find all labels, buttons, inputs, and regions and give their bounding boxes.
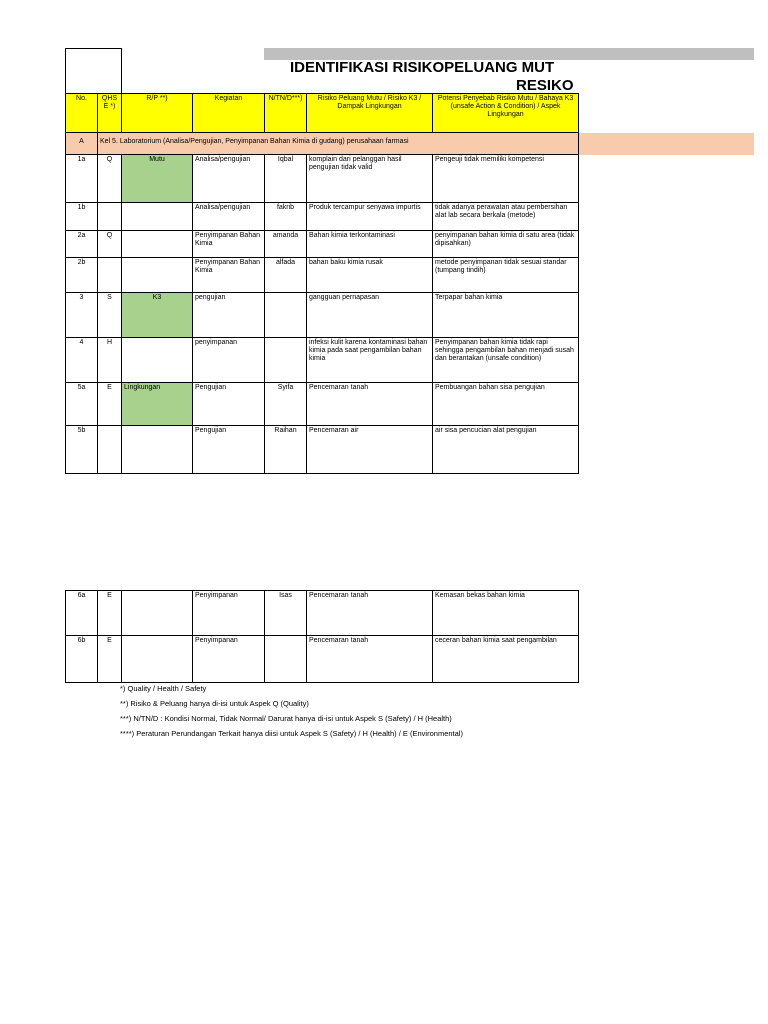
table-row — [66, 203, 579, 231]
row-no: 6b — [66, 636, 98, 683]
note-1: *) Quality / Health / Safety — [120, 684, 207, 693]
section-title: Kel 5. Laboratorium (Analisa/Pengujian, Penyimpanan Bahan Kimia di gudang) perusahaan farmasi — [98, 133, 579, 155]
row-penyebab: ceceran bahan kimia saat pengambilan — [433, 636, 579, 683]
row-risiko: Pencemaran tanah — [307, 636, 433, 683]
row-qhse: E — [98, 636, 122, 683]
row-risiko: komplain dari pelanggan hasil pengujian tidak valid — [307, 155, 433, 203]
note-3: ***) N/TN/D : Kondisi Normal, Tidak Normal/ Darurat hanya di-isi untuk Aspek S (Safety) / H (Health) — [120, 714, 452, 723]
row-penyebab: Terpapar bahan kimia — [433, 293, 579, 338]
row-rp: Lingkungan — [122, 383, 193, 426]
row-penyebab: air sisa pencucian alat pengujian — [433, 426, 579, 474]
section-code: A — [66, 133, 98, 155]
row-qhse — [98, 203, 122, 231]
risk-table-continued — [65, 590, 579, 683]
section-row-extension — [578, 133, 754, 155]
row-kegiatan: penyimpanan — [193, 338, 265, 383]
row-kegiatan: Penyimpanan — [193, 636, 265, 683]
col-header-kegiatan: Kegiatan — [193, 94, 265, 133]
title-logo-cell — [66, 49, 122, 94]
row-ntnd: amanda — [265, 231, 307, 258]
row-risiko: gangguan pernapasan — [307, 293, 433, 338]
row-risiko: Pencemaran air — [307, 426, 433, 474]
row-kegiatan: Analisa/pengujian — [193, 155, 265, 203]
row-no: 4 — [66, 338, 98, 383]
row-kegiatan: Analisa/pengujian — [193, 203, 265, 231]
row-risiko: Bahan kimia terkontaminasi — [307, 231, 433, 258]
row-risiko: Pencemaran tanah — [307, 591, 433, 636]
row-qhse: Q — [98, 155, 122, 203]
row-penyebab: Penyimpanan bahan kimia tidak rapi sehingga pengambilan bahan menjadi susah dan berantakan (unsafe condition) — [433, 338, 579, 383]
table-row — [66, 155, 579, 203]
row-qhse: H — [98, 338, 122, 383]
row-no: 5b — [66, 426, 98, 474]
col-header-ntnd: N/TN/D***) — [265, 94, 307, 133]
table-row — [66, 338, 579, 383]
note-4: ****) Peraturan Perundangan Terkait hanya diisi untuk Aspek S (Safety) / H (Health) / E (Environmental) — [120, 729, 463, 738]
row-qhse: Q — [98, 231, 122, 258]
row-qhse — [98, 426, 122, 474]
table-row — [66, 591, 579, 636]
row-ntnd — [265, 293, 307, 338]
row-rp — [122, 231, 193, 258]
row-penyebab: Pembuangan bahan sisa pengujian — [433, 383, 579, 426]
row-kegiatan: Penyimpanan — [193, 591, 265, 636]
row-qhse: S — [98, 293, 122, 338]
row-penyebab: Kemasan bekas bahan kimia — [433, 591, 579, 636]
table-row — [66, 426, 579, 474]
row-kegiatan: Pengujian — [193, 426, 265, 474]
row-rp — [122, 636, 193, 683]
row-kegiatan: Pengujian — [193, 383, 265, 426]
row-ntnd: Iqbal — [265, 155, 307, 203]
col-header-risiko: Risiko Peluang Mutu / Risiko K3 / Dampak Lingkungan — [307, 94, 433, 133]
row-ntnd: Isas — [265, 591, 307, 636]
row-rp — [122, 591, 193, 636]
row-rp: Mutu — [122, 155, 193, 203]
row-penyebab: Pengeuji tidak memiliki kompetensi — [433, 155, 579, 203]
row-no: 1b — [66, 203, 98, 231]
row-risiko: Pencemaran tanah — [307, 383, 433, 426]
row-risiko: infeksi kulit karena kontaminasi bahan kimia pada saat pengambilan bahan kimia — [307, 338, 433, 383]
table-row — [66, 231, 579, 258]
row-ntnd — [265, 636, 307, 683]
row-no: 6a — [66, 591, 98, 636]
row-ntnd: Raihan — [265, 426, 307, 474]
document-subtitle: RESIKO — [516, 77, 574, 94]
row-rp — [122, 338, 193, 383]
row-rp: K3 — [122, 293, 193, 338]
risk-table — [65, 48, 579, 474]
row-qhse: E — [98, 383, 122, 426]
note-2: **) Risiko & Peluang hanya di-isi untuk Aspek Q (Quality) — [120, 699, 309, 708]
row-no: 2b — [66, 258, 98, 293]
row-no: 2a — [66, 231, 98, 258]
row-no: 1a — [66, 155, 98, 203]
row-risiko: Produk tercampur senyawa impurtis — [307, 203, 433, 231]
row-no: 5a — [66, 383, 98, 426]
row-ntnd: Syifa — [265, 383, 307, 426]
row-risiko: bahan baku kimia rusak — [307, 258, 433, 293]
row-kegiatan: Penyimpanan Bahan Kimia — [193, 231, 265, 258]
row-kegiatan: Penyimpanan Bahan Kimia — [193, 258, 265, 293]
table-row — [66, 293, 579, 338]
row-qhse: E — [98, 591, 122, 636]
row-ntnd: alfada — [265, 258, 307, 293]
row-kegiatan: pengujian — [193, 293, 265, 338]
row-no: 3 — [66, 293, 98, 338]
row-rp — [122, 203, 193, 231]
row-ntnd: fakrib — [265, 203, 307, 231]
row-penyebab: tidak adanya perawatan atau pembersihan alat lab secara berkala (metode) — [433, 203, 579, 231]
row-penyebab: penyimpanan bahan kimia di satu area (tidak dipisahkan) — [433, 231, 579, 258]
row-rp — [122, 426, 193, 474]
row-rp — [122, 258, 193, 293]
table-row — [66, 383, 579, 426]
col-header-rp: R/P **) — [122, 94, 193, 133]
table-row — [66, 258, 579, 293]
row-qhse — [98, 258, 122, 293]
col-header-no: No. — [66, 94, 98, 133]
row-penyebab: metode penyimpanan tidak sesuai standar (tumpang tindih) — [433, 258, 579, 293]
col-header-penyebab: Potensi Penyebab Risiko Mutu / Bahaya K3 (unsafe Action & Condition) / Aspek Lingkungan — [433, 94, 579, 133]
document-title: IDENTIFIKASI RISIKOPELUANG MUT — [290, 59, 555, 76]
col-header-qhse: QHS E *) — [98, 94, 122, 133]
row-ntnd — [265, 338, 307, 383]
table-row — [66, 636, 579, 683]
